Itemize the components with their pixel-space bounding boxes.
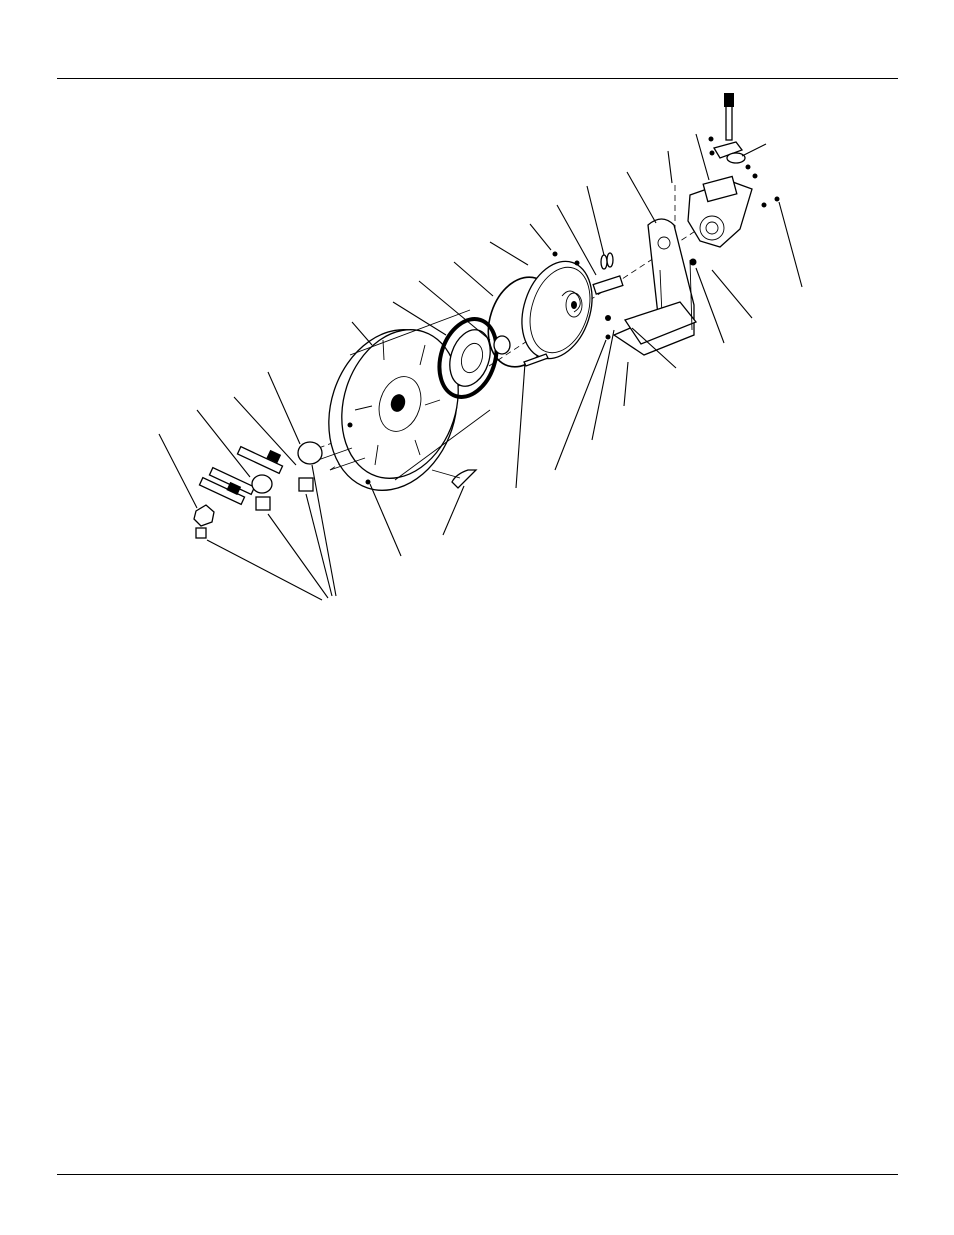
swivel-housing (688, 93, 752, 247)
mounting-bracket (614, 219, 696, 355)
bushing (494, 336, 510, 354)
shaft (593, 253, 623, 294)
lever (524, 354, 548, 366)
parts-list-table (158, 648, 798, 1148)
hose-fittings (194, 442, 322, 538)
spring-housing (510, 252, 604, 368)
bottom-rule (57, 1174, 898, 1175)
crank-handle (432, 470, 476, 488)
